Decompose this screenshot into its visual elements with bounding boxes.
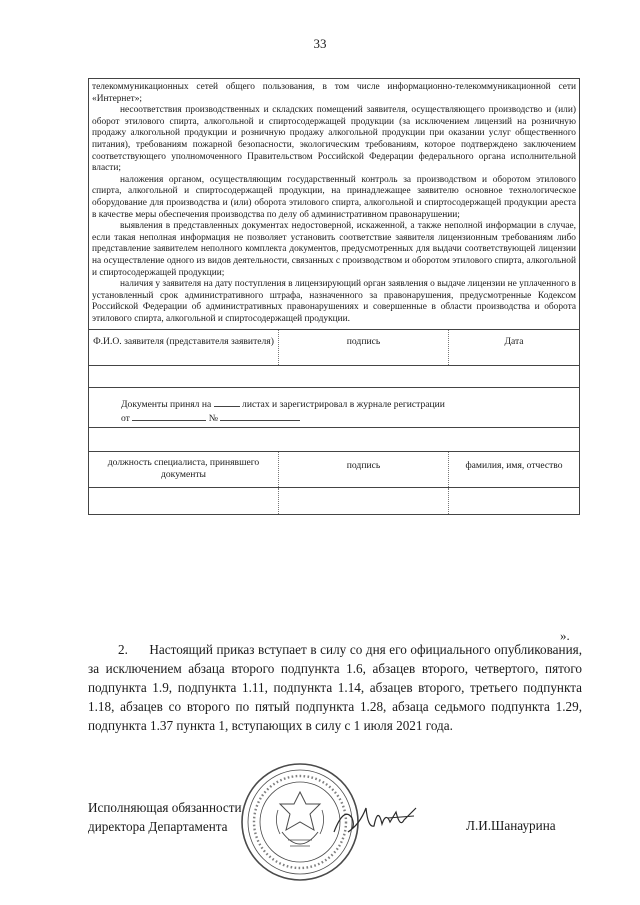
registration-blank-row (89, 428, 579, 452)
registration-date-blank (132, 420, 206, 421)
registration-text (121, 398, 445, 427)
paragraph-2: 2. Настоящий приказ вступает в силу со дня его официального опубликования, за исключением абзаца второго подпункта 1.6, абзацев второго, четвертого, пятого подпункта 1.9, подпункта 1.11, подпункта 1.14, абзацев второго, третьего подпункта 1.18, абзацев со второго по пятый подпункта 1.28, абзаца седьмого подпункта 1.29, подпункта 1.37 пункта 1, вступающих в силу с 1 июля 2021 года. (88, 642, 582, 733)
page-number: 33 (313, 36, 327, 51)
handwritten-signature-icon (330, 798, 420, 842)
date-header: Дата (504, 336, 524, 348)
closing-quote: ». (560, 628, 570, 643)
registration-line1-start: Документы принял на (121, 399, 212, 411)
registration-number-label: № (208, 413, 218, 425)
applicant-signature-header-row (89, 330, 579, 366)
registration-row (89, 388, 579, 428)
registration-number-blank (220, 420, 300, 421)
specialist-position-header: должность специалиста, принявшего документы (89, 452, 279, 487)
list-item: телекоммуникационных сетей общего пользования, в том числе информационно-телекоммуникационной сети «Интернет»; (92, 82, 576, 104)
signatory-title (88, 798, 242, 836)
grounds-list (89, 79, 579, 330)
list-item: наличия у заявителя на дату поступления в лицензирующий орган заявления о выдаче лицензии не уплаченного в установленный срок административного штрафа, назначенного за правонарушения, предусмотренные Кодексом Российской Федерации об административных правонарушениях и совершенные в области производства и оборота этилового спирта, алкогольной и спиртосодержащей продукции. (92, 279, 576, 324)
applicant-signature-blank-row (89, 366, 579, 388)
list-item: несоответствия производственных и складских помещений заявителя, осуществляющего производство и (или) оборот этилового спирта, алкогольной и спиртосодержащей продукции (за исключением лицензий на розничную продажу алкогольной продукции и розничную продажу алкогольной продукции при оказании услуг общественного питания), требованиям пожарной безопасности, экологическим требованиям, которое подтверждено заключением соответствующего уполномоченного Правительством Российской Федерации федерального органа исполнительной власти; (92, 105, 576, 174)
list-item: наложения органом, осуществляющим государственный контроль за производством и оборотом этилового спирта, алкогольной и спиртосодержащей продукции, на принадлежащее заявителю основное технологическое оборудование для производства и (или) оборота этилового спирта, алкогольной и спиртосодержащей продукции ареста в качестве меры обеспечения производства по делу об административном правонарушении; (92, 174, 576, 220)
specialist-name-header: фамилия, имя, отчество (465, 460, 563, 472)
registration-line1-end: листах и зарегистрировал в журнале регистрации (242, 399, 445, 411)
specialist-blank-row (89, 488, 579, 514)
signatory-name: Л.И.Шанаурина (466, 818, 556, 833)
signatory-title-line1: Исполняющая обязанности (88, 800, 242, 815)
sheets-count-blank (214, 406, 240, 407)
application-form-table (88, 78, 580, 515)
list-item: выявления в представленных документах недостоверной, искаженной, а также неполной информации в случае, если такая неполная информация не позволяет установить соответствие заявителя лицензионным требованиям либо представление заявителем неполного комплекта документов, предусмотренных для выдачи соответствующей лицензии на осуществление одного из видов деятельности, связанных с производством и оборотом этилового спирта, алкогольной и спиртосодержащей продукции; (92, 221, 576, 278)
applicant-signature-header: подпись (279, 330, 449, 365)
registration-from-label: от (121, 413, 130, 425)
specialist-signature-header: подпись (279, 452, 449, 487)
signatory-title-line2: директора Департамента (88, 819, 228, 834)
applicant-name-header: Ф.И.О. заявителя (представителя заявителя) (89, 330, 279, 365)
specialist-header-row (89, 452, 579, 488)
